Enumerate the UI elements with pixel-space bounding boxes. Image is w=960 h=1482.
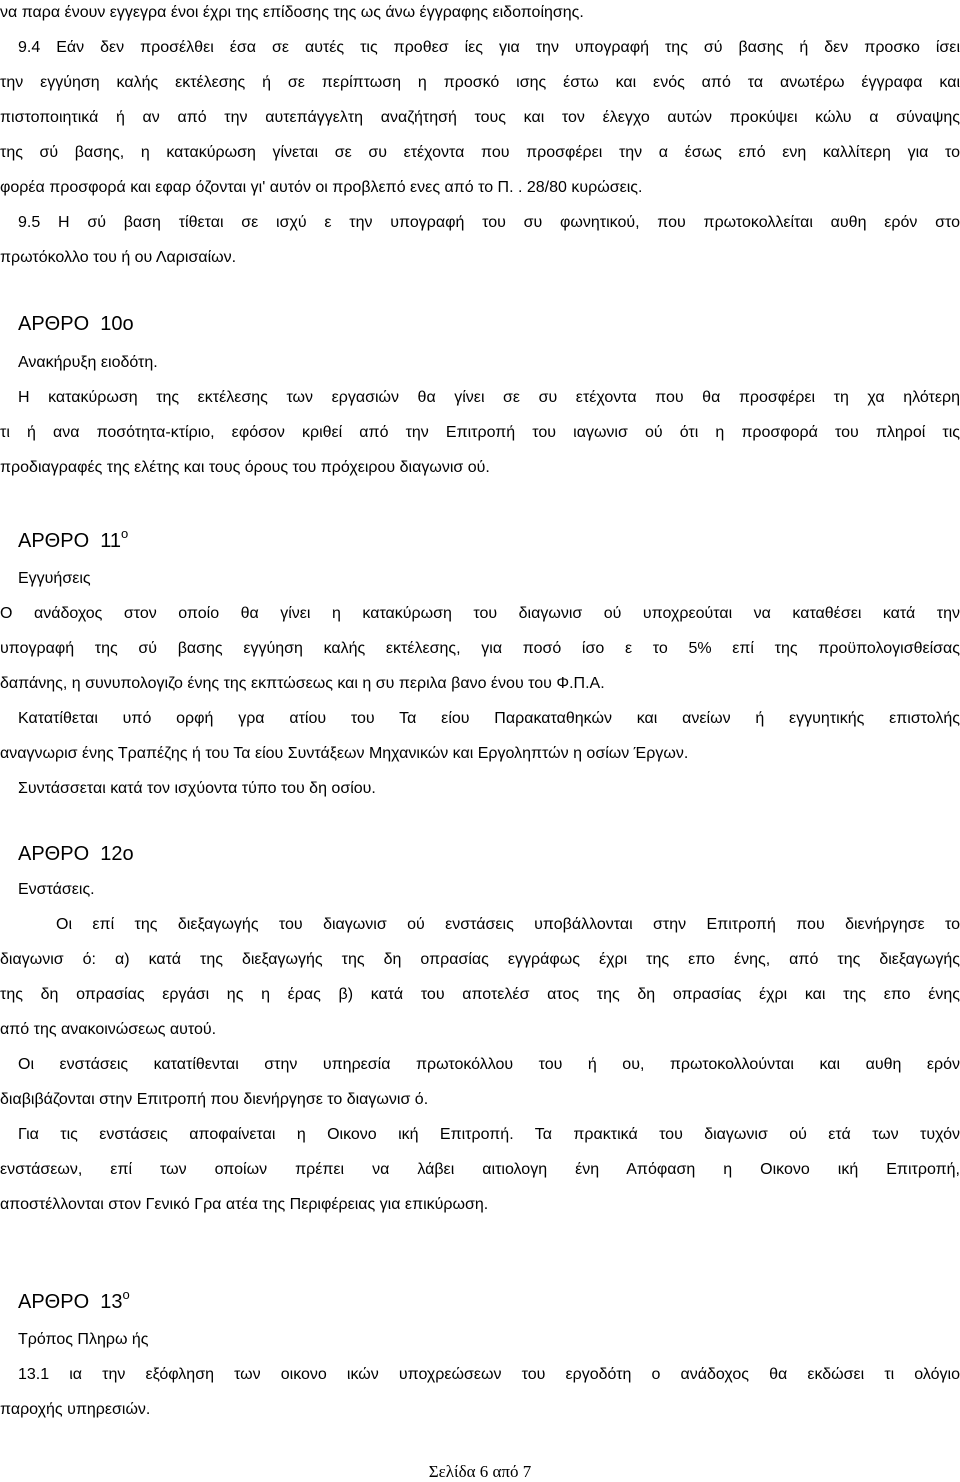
text-line: διαγωνισ ό: α) κατά της διεξαγωγής της δη οπρασίας εγγράφως έχρι της επο ένης, από της διεξαγωγής xyxy=(0,951,960,968)
text-line: Οι επί της διεξαγωγής του διαγωνισ ού ενστάσεις υποβάλλονται στην Επιτροπή που διενήργησε το xyxy=(56,916,960,933)
article-12-heading: ΑΡΘΡΟ 12ο xyxy=(18,843,134,865)
text-line: φορέα προσφορά και εφαρ όζονται γι' αυτόν οι προβλεπό ενες από το Π. . 28/80 κυρώσεις. xyxy=(0,179,643,196)
text-line: να παρα ένουν εγγεγρα ένοι έχρι της επίδοσης της ως άνω έγγραφης ειδοποίησης. xyxy=(0,4,584,21)
text-line: Συντάσσεται κατά τον ισχύοντα τύπο του δη οσίου. xyxy=(18,780,376,797)
text-line: προδιαγραφές της ελέτης και τους όρους του πρόχειρου διαγωνισ ού. xyxy=(0,459,490,476)
text-line: την εγγύηση καλής εκτέλεσης ή σε περίπτωση η προσκό ισης έστω και ενός από τα ανωτέρω έγγραφα και xyxy=(0,74,960,91)
text-line: αποστέλλονται στον Γενικό Γρα ατέα της Περιφέρειας για επικύρωση. xyxy=(0,1196,489,1213)
text-line: πιστοποιητικά ή αν από την αυτεπάγγελτη αναζήτησή τους και τον έλεγχο αυτών προκύψει κώλυ α σύναψης xyxy=(0,109,960,126)
text-line: Κατατίθεται υπό ορφή γρα ατίου του Τα είου Παρακαταθηκών και ανείων ή εγγυητικής επιστολής xyxy=(18,710,960,727)
article-10-subtitle: Ανακήρυξη ειοδότη. xyxy=(18,354,158,371)
page-number-footer: Σελίδα 6 από 7 xyxy=(428,1462,532,1481)
article-13-heading: ΑΡΘΡΟ $13^o$ xyxy=(18,1287,130,1313)
article-11-heading: ΑΡΘΡΟ $11^o$ xyxy=(18,526,129,552)
article-10-heading: ΑΡΘΡΟ 10ο xyxy=(18,313,134,335)
text-line: παροχής υπηρεσιών. xyxy=(0,1401,151,1418)
text-line: Η κατακύρωση της εκτέλεσης των εργασιών θα γίνει σε συ ετέχοντα που θα προσφέρει τη χα ηλότερη xyxy=(18,389,960,406)
text-line: τι ή ανα ποσότητα-κτίριο, εφόσον κριθεί από την Επιτροπή του ιαγωνισ ού ότι η προσφορά του πληροί τις xyxy=(0,424,960,441)
text-line: Οι ενστάσεις κατατίθενται στην υπηρεσία πρωτοκόλλου του ή ου, πρωτοκολλούνται και αυθη ερόν xyxy=(18,1056,960,1073)
text-line: Ο ανάδοχος στον οποίο θα γίνει η κατακύρωση του διαγωνισ ού υποχρεούται να καταθέσει κατά την xyxy=(0,605,960,622)
text-line: πρωτόκολλο του ή ου Λαρισαίων. xyxy=(0,249,237,266)
text-line: από της ανακοινώσεως αυτού. xyxy=(0,1021,217,1038)
article-12-subtitle: Ενστάσεις. xyxy=(18,881,95,898)
text-line: ενστάσεων, επί των οποίων πρέπει να λάβει αιτιολογη ένη Απόφαση η Οικονο ική Επιτροπή, xyxy=(0,1161,960,1178)
text-line: 13.1 ια την εξόφληση των οικονο ικών υποχρεώσεων του εργοδότη ο ανάδοχος θα εκδώσει τι ολόγιο xyxy=(18,1366,960,1383)
text-line: δαπάνης, η συνυπολογιζο ένης της εκπτώσεως και η συ περιλα βανο ένου του Φ.Π.Α. xyxy=(0,675,605,692)
text-line: Για τις ενστάσεις αποφαίνεται η Οικονο ική Επιτροπή. Τα πρακτικά του διαγωνισ ού ετά των τυχόν xyxy=(18,1126,960,1143)
article-11-subtitle: Εγγυήσεις xyxy=(18,570,91,587)
text-line: 9.5 Η σύ βαση τίθεται σε ισχύ ε την υπογραφή του συ φωνητικού, που πρωτοκολλείται αυθη ερόν στο xyxy=(18,214,960,231)
text-line: αναγνωρισ ένης Τραπέζης ή του Τα είου Συντάξεων Μηχανικών και Εργοληπτών η οσίων Έργων. xyxy=(0,745,689,762)
text-line: 9.4 Εάν δεν προσέλθει έσα σε αυτές τις προθεσ ίες για την υπογραφή της σύ βασης ή δεν προσκο ίσει xyxy=(18,39,960,56)
text-line: της σύ βασης, η κατακύρωση γίνεται σε συ ετέχοντα που προσφέρει την α έσως επό ενη καλλίτερη για το xyxy=(0,144,960,161)
text-line: υπογραφή της σύ βασης εγγύηση καλής εκτέλεσης, για ποσό ίσο ε το 5% επί της προϋπολογισθείσας xyxy=(0,640,960,657)
text-line: διαβιβάζονται στην Επιτροπή που διενήργησε το διαγωνισ ό. xyxy=(0,1091,429,1108)
article-13-subtitle: Τρόπος Πληρω ής xyxy=(18,1331,149,1348)
text-line: της δη οπρασίας εργάσι ης η έρας β) κατά του αποτελέσ ατος της δη οπρασίας έχρι και της επο ένης xyxy=(0,986,960,1003)
